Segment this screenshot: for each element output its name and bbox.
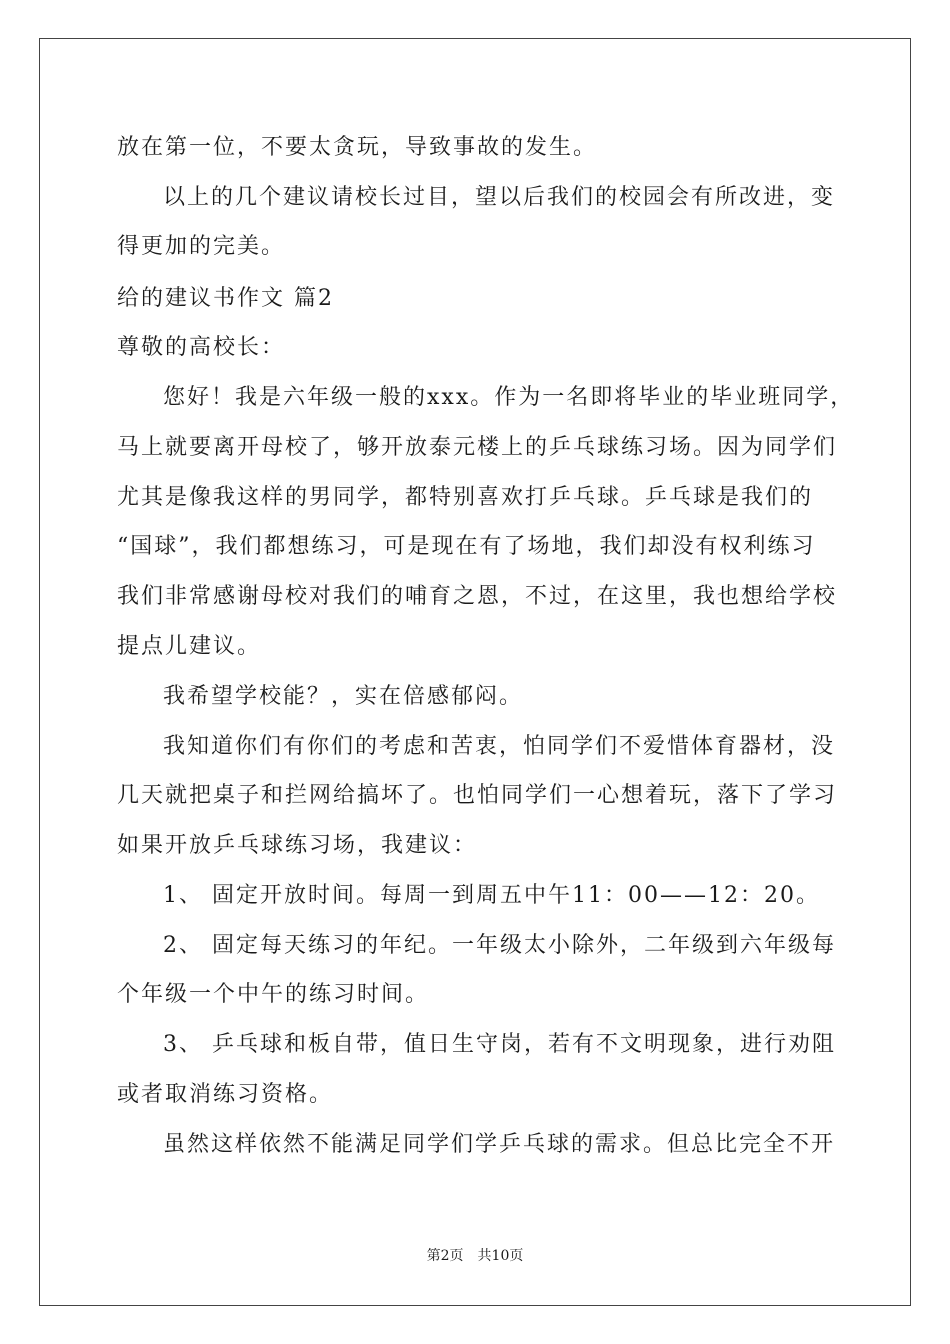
text-line: 放在第一位，不要太贪玩，导致事故的发生。 [117, 135, 598, 160]
page-border [39, 38, 911, 1306]
section-heading: 给的建议书作文 篇2 [117, 286, 334, 311]
text-line: 个年级一个中午的练习时间。 [117, 982, 430, 1007]
text-line: 马上就要离开母校了，够开放泰元楼上的乒乓球练习场。因为同学们 [117, 435, 838, 460]
text-line: 或者取消练习资格。 [117, 1082, 334, 1107]
text-line: 您好！我是六年级一般的xxx。作为一名即将毕业的毕业班同学， [163, 385, 855, 410]
salutation: 尊敬的高校长： [117, 335, 286, 360]
text-line: 我希望学校能？，实在倍感郁闷。 [163, 684, 524, 709]
text-line: 我们非常感谢母校对我们的哺育之恩，不过，在这里，我也想给学校 [117, 584, 838, 609]
text-line: 如果开放乒乓球练习场，我建议： [117, 833, 478, 858]
text-line: 提点儿建议。 [117, 634, 262, 659]
list-item: 2、 固定每天练习的年纪。一年级太小除外，二年级到六年级每 [163, 933, 836, 958]
text-line: “国球”，我们都想练习，可是现在有了场地，我们却没有权利练习 [117, 534, 816, 559]
text-line: 尤其是像我这样的男同学，都特别喜欢打乒乓球。乒乓球是我们的 [117, 485, 814, 510]
text-line: 我知道你们有你们的考虑和苦衷，怕同学们不爱惜体育器材，没 [163, 734, 836, 759]
list-item: 1、 固定开放时间。每周一到周五中午11：00——12：20。 [163, 883, 820, 908]
list-item: 3、 乒乓球和板自带，值日生守岗，若有不文明现象，进行劝阻 [163, 1032, 836, 1057]
text-line: 几天就把桌子和拦网给搞坏了。也怕同学们一心想着玩，落下了学习 [117, 783, 838, 808]
page-number: 第2页 共10页 [426, 1248, 524, 1264]
text-line: 虽然这样依然不能满足同学们学乒乓球的需求。但总比完全不开 [163, 1132, 836, 1157]
text-line: 以上的几个建议请校长过目，望以后我们的校园会有所改进，变 [163, 185, 836, 210]
text-line: 得更加的完美。 [117, 234, 286, 259]
